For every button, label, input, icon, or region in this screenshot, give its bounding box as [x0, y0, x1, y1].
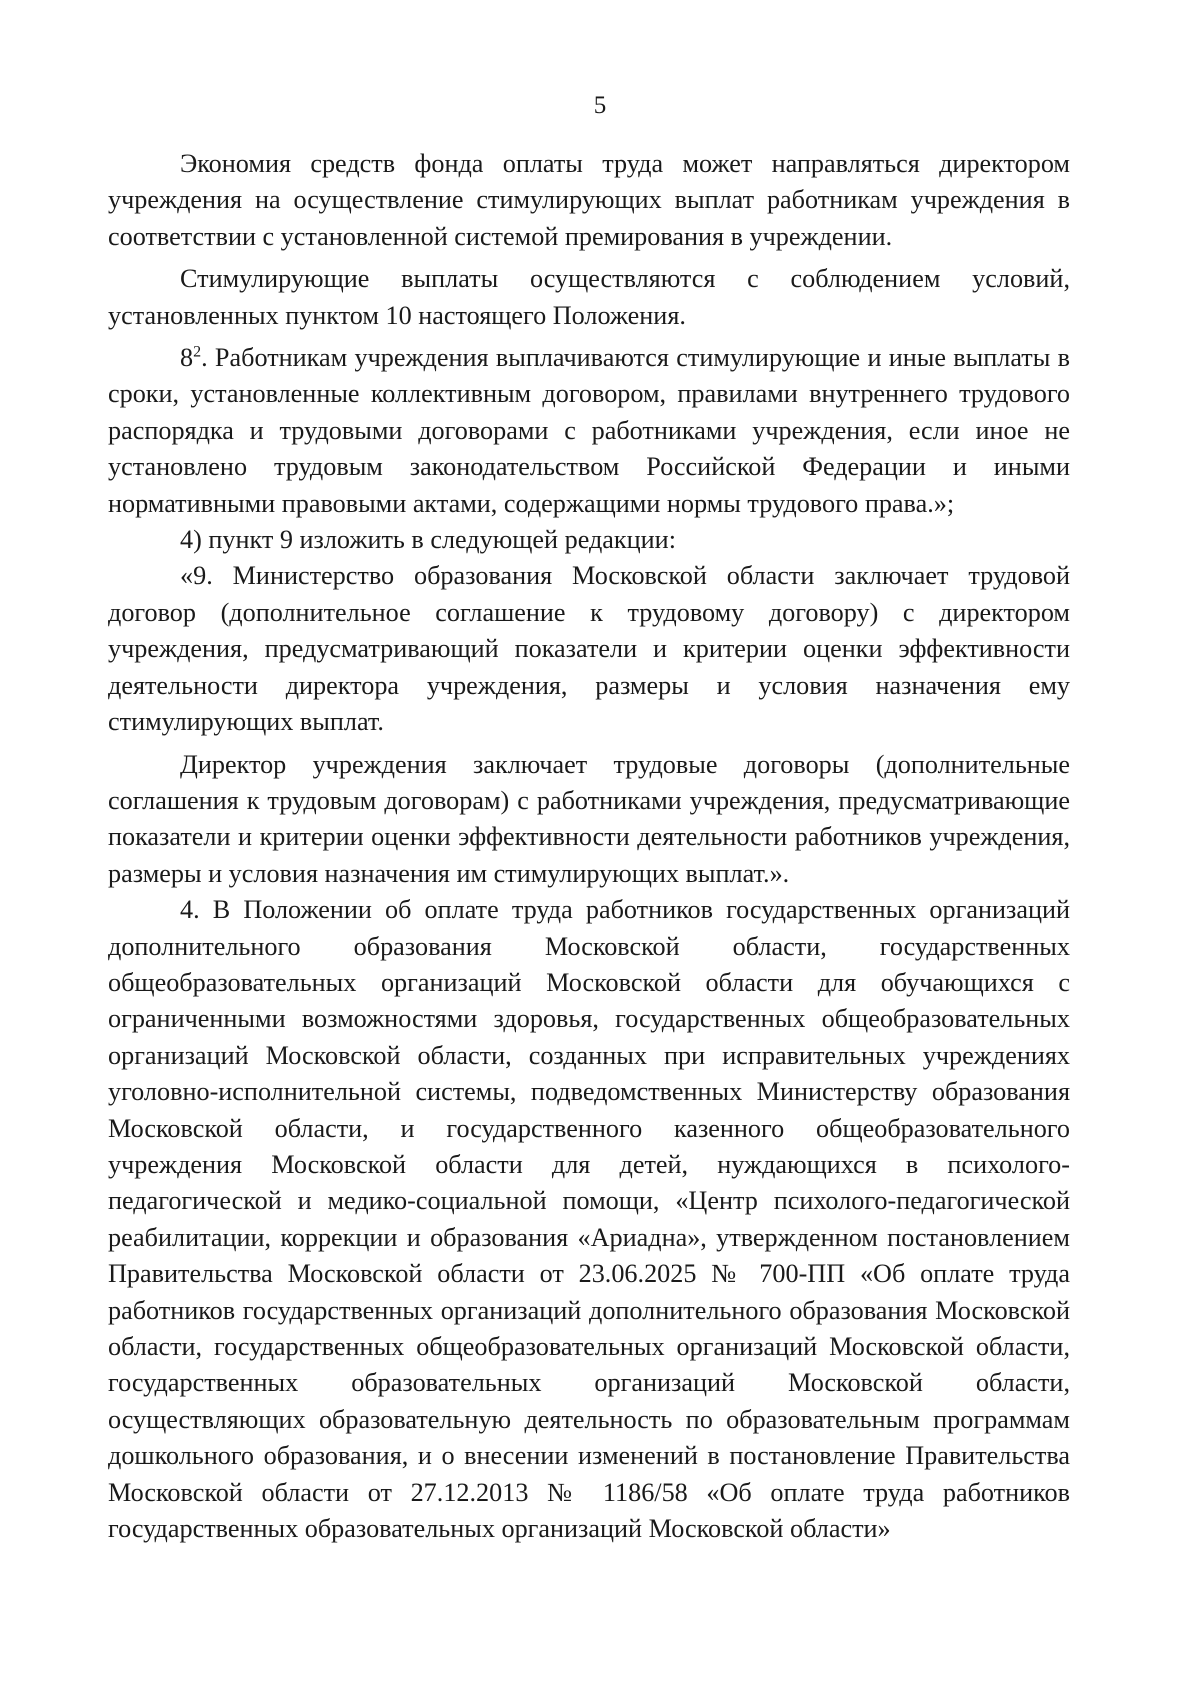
paragraph-director-contracts: Директор учреждения заключает трудовые договоры (дополнительные соглашения к трудовым договорам) с работниками учреждения, предусматривающие показатели и критерии оценки эффективности деятельности работников учреждения, размеры и условия назначения им стимулирующих выплат.».	[108, 749, 1070, 888]
point-number: 8	[180, 343, 194, 373]
paragraph-incentive-conditions: Стимулирующие выплаты осуществляются с соблюдением условий, установленных пунктом 10 настоящего Положения.	[108, 264, 1070, 330]
point-text: . Работникам учреждения выплачиваются стимулирующие и иные выплаты в сроки, установленные коллективным договором, правилами внутреннего трудового распорядка и трудовыми договорами с работниками учреждения, если иное не установлено трудовым законодательством Российской Федерации и иными нормативными правовыми актами, содержащими нормы трудового права.»;	[108, 343, 1070, 518]
paragraph-section-4: 4. В Положении об оплате труда работников государственных организаций дополнительного образования Московской области, государственных общеобразовательных организаций Московской области для обучающихся с ограниченными возможностями здоровья, государственных общеобразовательных организаций Московской области, созданных при исправительных учреждениях уголовно-исполнительной системы, подведомственных Министерству образования Московской области, и государственного казенного общеобразовательного учреждения Московской области для детей, нуждающихся в психолого-педагогической и медико-социальной помощи, «Центр психолого-педагогической реабилитации, коррекции и образования «Ариадна», утвержденном постановлением Правительства Московской области от 23.06.2025 № 700-ПП «Об оплате труда работников государственных организаций дополнительного образования Московской области, государственных общеобразовательных организаций Московской области, государственных образовательных организаций Московской области, осуществляющих образовательную деятельность по образовательным программам дошкольного образования, и о внесении изменений в постановление Правительства Московской области от 27.12.2013 № 1186/58 «Об оплате труда работников государственных образовательных организаций Московской области»	[108, 895, 1070, 1544]
document-body	[108, 146, 1070, 1547]
paragraph-item-4: 4) пункт 9 изложить в следующей редакции:	[180, 525, 676, 555]
paragraph-point-9: «9. Министерство образования Московской области заключает трудовой договор (дополнительное соглашение к трудовому договору) с директором учреждения, предусматривающий показатели и критерии оценки эффективности деятельности директора учреждения, размеры и условия назначения ему стимулирующих выплат.	[108, 561, 1070, 737]
paragraph-fund-savings: Экономия средств фонда оплаты труда может направляться директором учреждения на осуществление стимулирующих выплат работникам учреждения в соответствии с установленной системой премирования в учреждении.	[108, 149, 1070, 251]
paragraph-point-8-2	[108, 340, 1070, 522]
point-superscript: 2	[193, 343, 202, 361]
page-number: 5	[593, 92, 607, 119]
